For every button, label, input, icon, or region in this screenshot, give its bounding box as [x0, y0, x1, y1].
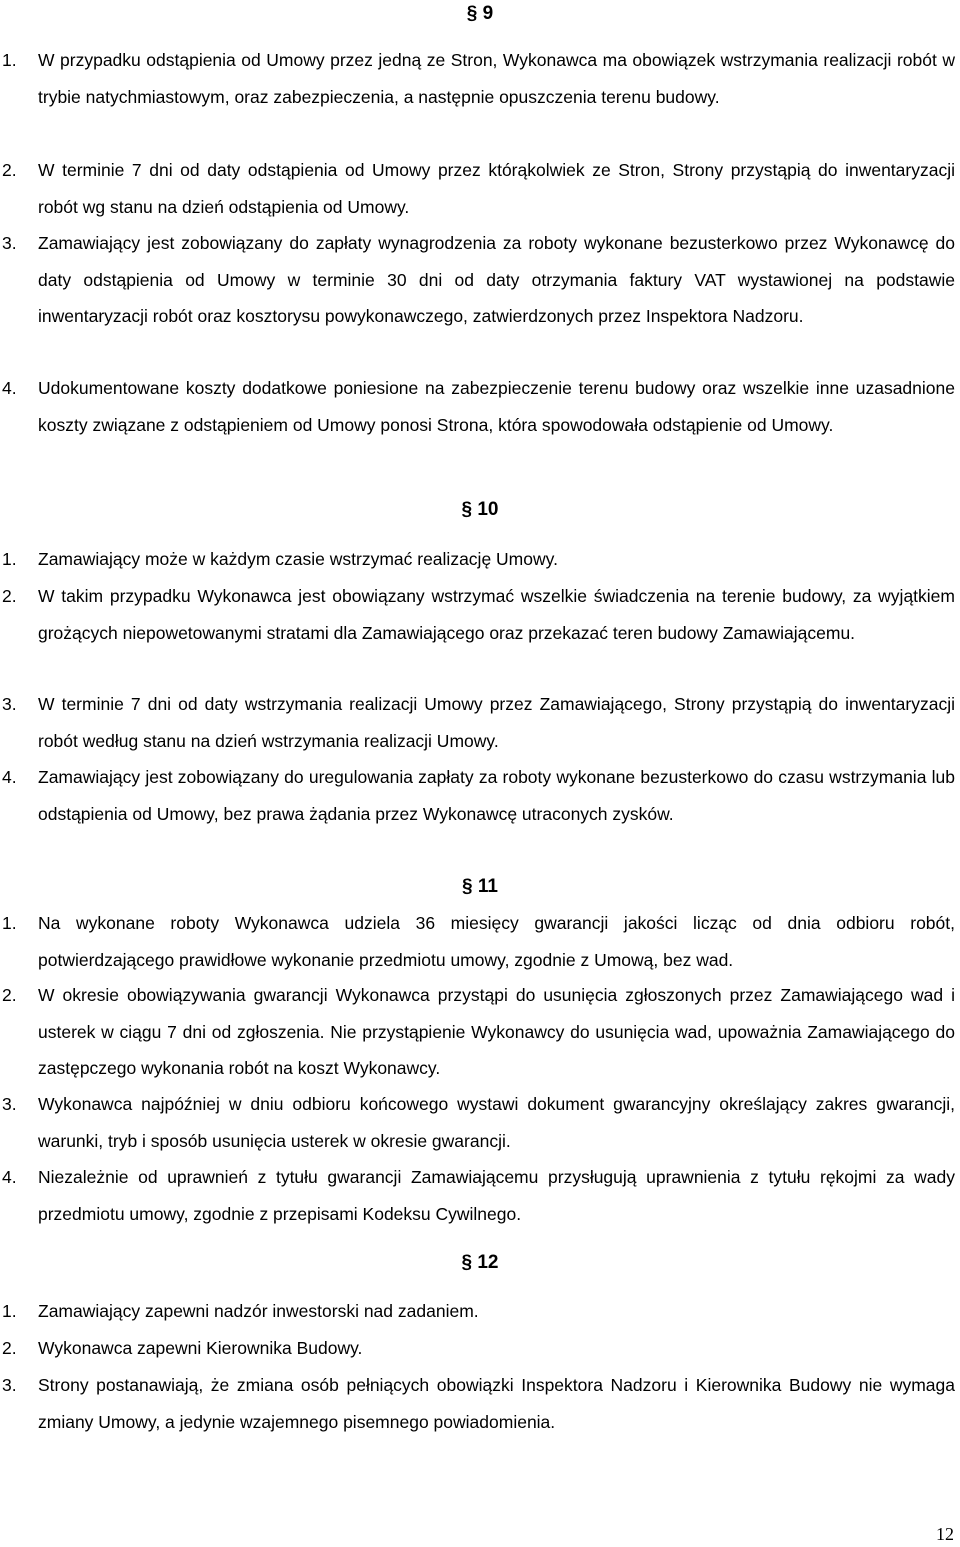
paragraph-number: 2. [2, 1338, 17, 1358]
paragraph-9-2 [0, 152, 955, 225]
paragraph-number: 3. [2, 233, 17, 253]
paragraph-11-3 [0, 1086, 955, 1159]
paragraph-text: W przypadku odstąpienia od Umowy przez jedną ze Stron, Wykonawca ma obowiązek wstrzymania realizacji robót w trybie natychmiastowym, oraz zabezpieczenia, a następnie opuszczenia terenu budowy. [38, 50, 955, 107]
paragraph-number: 1. [2, 913, 17, 933]
paragraph-text: Zamawiający może w każdym czasie wstrzymać realizację Umowy. [38, 549, 558, 569]
paragraph-10-1 [0, 541, 955, 578]
paragraph-text: W takim przypadku Wykonawca jest obowiązany wstrzymać wszelkie świadczenia na terenie budowy, za wyjątkiem grożących niepowetowanymi stratami dla Zamawiającego oraz przekazać teren budowy Zamawiającemu. [38, 586, 955, 643]
paragraph-number: 2. [2, 985, 17, 1005]
paragraph-number: 1. [2, 1301, 17, 1321]
paragraph-11-1 [0, 905, 955, 978]
paragraph-text: Wykonawca zapewni Kierownika Budowy. [38, 1338, 363, 1358]
paragraph-12-2 [0, 1330, 955, 1367]
paragraph-10-2 [0, 578, 955, 651]
paragraph-text: W okresie obowiązywania gwarancji Wykonawca przystąpi do usunięcia zgłoszonych przez Zamawiającego wad i usterek w ciągu 7 dni od zgłoszenia. Nie przystąpienie Wykonawcy do usunięcia wad, upoważnia Zamawiającego do zastępczego wykonania robót na koszt Wykonawcy. [38, 985, 955, 1079]
paragraph-10-3 [0, 686, 955, 759]
section-heading-11: § 11 [462, 876, 498, 897]
paragraph-12-3 [0, 1367, 955, 1440]
paragraph-number: 3. [2, 694, 17, 714]
paragraph-number: 2. [2, 586, 17, 606]
paragraph-number: 2. [2, 160, 17, 180]
paragraph-text: W terminie 7 dni od daty wstrzymania realizacji Umowy przez Zamawiającego, Strony przystąpią do inwentaryzacji robót według stanu na dzień wstrzymania realizacji Umowy. [38, 694, 955, 751]
paragraph-text: Zamawiający jest zobowiązany do zapłaty wynagrodzenia za roboty wykonane bezusterkowo przez Wykonawcę do daty odstąpienia od Umowy w terminie 30 dni od daty otrzymania faktury VAT wystawionej na podstawie inwentaryzacji robót oraz kosztorysu powykonawczego, zatwierdzonych przez Inspektora Nadzoru. [38, 233, 955, 327]
section-heading-9: § 9 [466, 3, 494, 24]
paragraph-9-1 [0, 42, 955, 115]
page-number: 12 [936, 1524, 954, 1544]
paragraph-number: 4. [2, 1167, 17, 1187]
paragraph-number: 3. [2, 1375, 17, 1395]
paragraph-text: Strony postanawiają, że zmiana osób pełniących obowiązki Inspektora Nadzoru i Kierownika Budowy nie wymaga zmiany Umowy, a jedynie wzajemnego pisemnego powiadomienia. [38, 1375, 955, 1432]
paragraph-11-2 [0, 977, 955, 1087]
paragraph-10-4 [0, 759, 955, 832]
paragraph-text: W terminie 7 dni od daty odstąpienia od Umowy przez którąkolwiek ze Stron, Strony przystąpią do inwentaryzacji robót wg stanu na dzień odstąpienia od Umowy. [38, 160, 955, 217]
paragraph-text: Udokumentowane koszty dodatkowe poniesione na zabezpieczenie terenu budowy oraz wszelkie inne uzasadnione koszty związane z odstąpieniem od Umowy ponosi Strona, która spowodowała odstąpienie od Umowy. [38, 378, 955, 435]
paragraph-number: 1. [2, 50, 17, 70]
paragraph-number: 1. [2, 549, 17, 569]
paragraph-9-3 [0, 225, 955, 335]
paragraph-11-4 [0, 1159, 955, 1232]
paragraph-text: Wykonawca najpóźniej w dniu odbioru końcowego wystawi dokument gwarancyjny określający zakres gwarancji, warunki, tryb i sposób usunięcia usterek w okresie gwarancji. [38, 1094, 955, 1151]
paragraph-text: Zamawiający jest zobowiązany do uregulowania zapłaty za roboty wykonane bezusterkowo do czasu wstrzymania lub odstąpienia od Umowy, bez prawa żądania przez Wykonawcę utraconych zysków. [38, 767, 955, 824]
paragraph-12-1 [0, 1293, 955, 1330]
paragraph-text: Zamawiający zapewni nadzór inwestorski nad zadaniem. [38, 1301, 479, 1321]
paragraph-9-4 [0, 370, 955, 443]
paragraph-number: 4. [2, 767, 17, 787]
section-heading-10: § 10 [461, 499, 499, 520]
paragraph-number: 4. [2, 378, 17, 398]
paragraph-number: 3. [2, 1094, 17, 1114]
paragraph-text: Niezależnie od uprawnień z tytułu gwarancji Zamawiającemu przysługują uprawnienia z tytułu rękojmi za wady przedmiotu umowy, zgodnie z przepisami Kodeksu Cywilnego. [38, 1167, 955, 1224]
paragraph-text: Na wykonane roboty Wykonawca udziela 36 miesięcy gwarancji jakości licząc od dnia odbioru robót, potwierdzającego prawidłowe wykonanie przedmiotu umowy, zgodnie z Umową, bez wad. [38, 913, 955, 970]
section-heading-12: § 12 [461, 1252, 499, 1273]
